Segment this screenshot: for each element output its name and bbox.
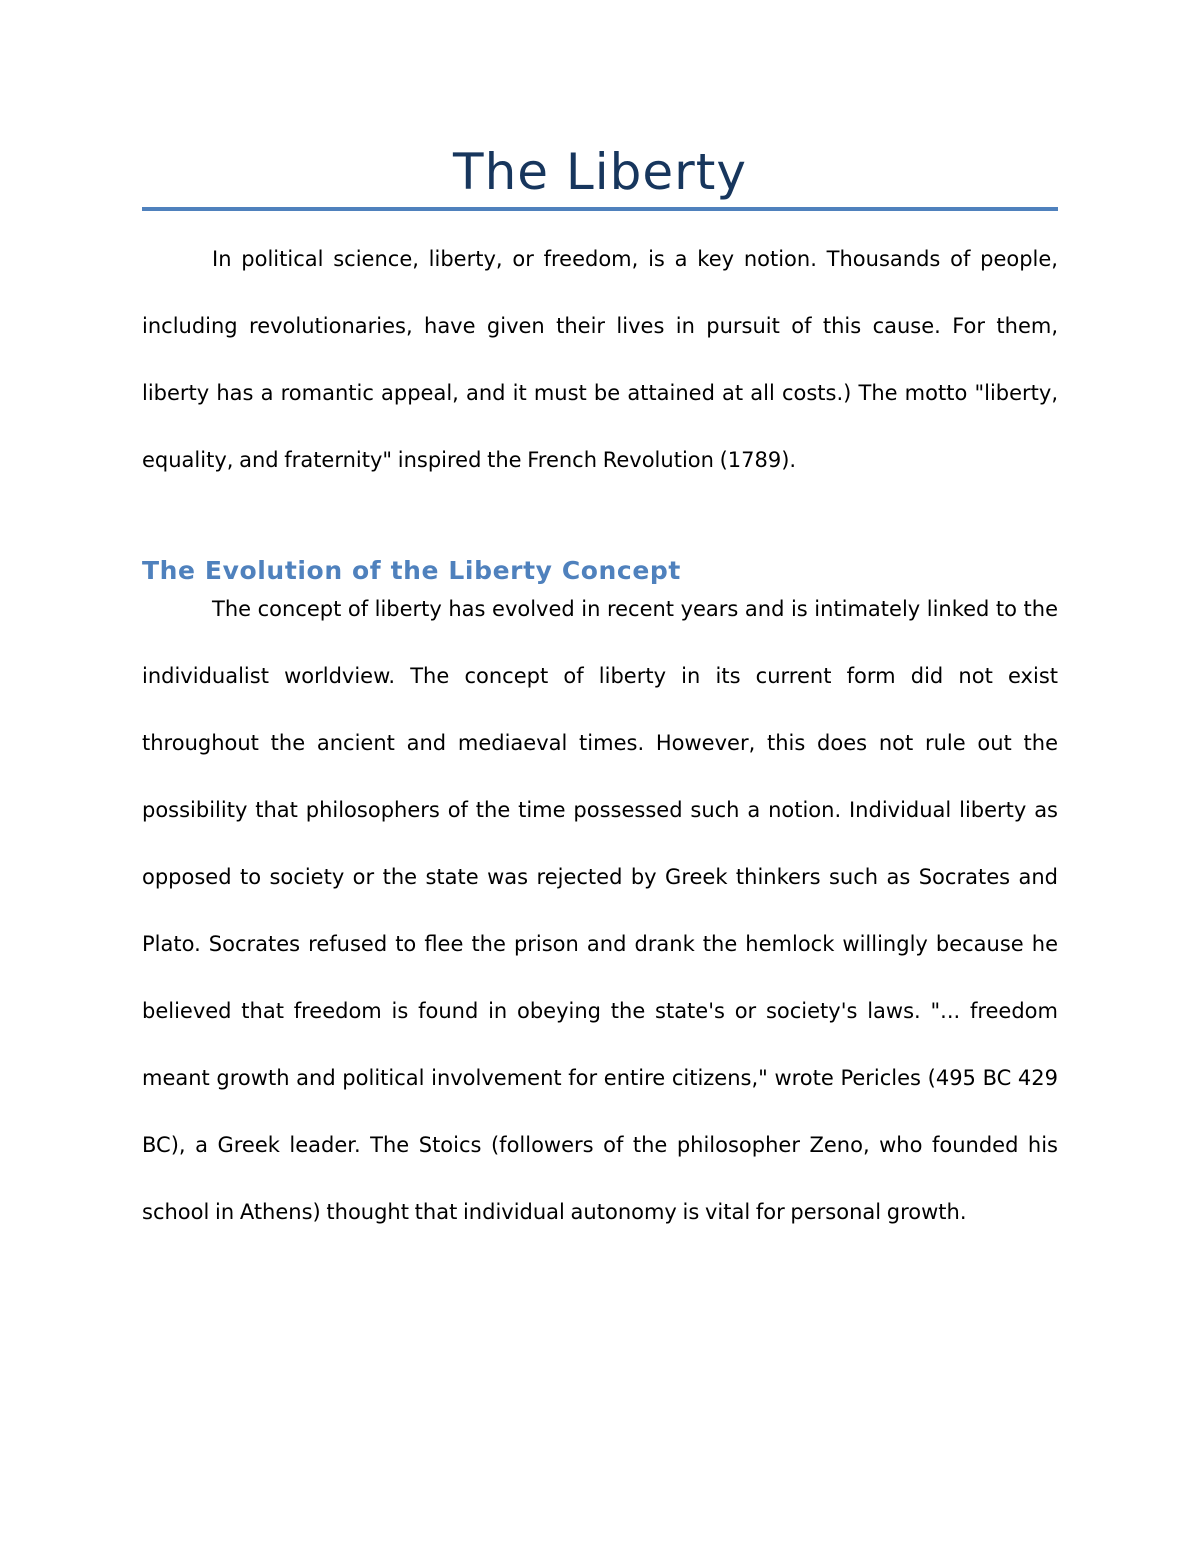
- intro-paragraph: In political science, liberty, or freedom, is a key notion. Thousands of people, including revolutionaries, have given their lives in pursuit of this cause. For them, liberty has a romantic appeal, and it must be attained at all costs.) The motto "liberty, equality, and fraternity" inspired the French Revolution (1789).: [142, 247, 1058, 472]
- evolution-paragraph: The concept of liberty has evolved in recent years and is intimately linked to the individualist worldview. The concept of liberty in its current form did not exist throughout the ancient and mediaeval times. However, this does not rule out the possibility that philosophers of the time possessed such a notion. Individual liberty as opposed to society or the state was rejected by Greek thinkers such as Socrates and Plato. Socrates refused to flee the prison and drank the hemlock willingly because he believed that freedom is found in obeying the state's or society's laws. "... freedom meant growth and political involvement for entire citizens," wrote Pericles (495 BC 429 BC), a Greek leader. The Stoics (followers of the philosopher Zeno, who founded his school in Athens) thought that individual autonomy is vital for personal growth.: [142, 597, 1058, 1224]
- document-title: The Liberty: [453, 143, 747, 201]
- title-underline-rule: [142, 207, 1058, 211]
- section-heading-evolution: The Evolution of the Liberty Concept: [142, 556, 681, 585]
